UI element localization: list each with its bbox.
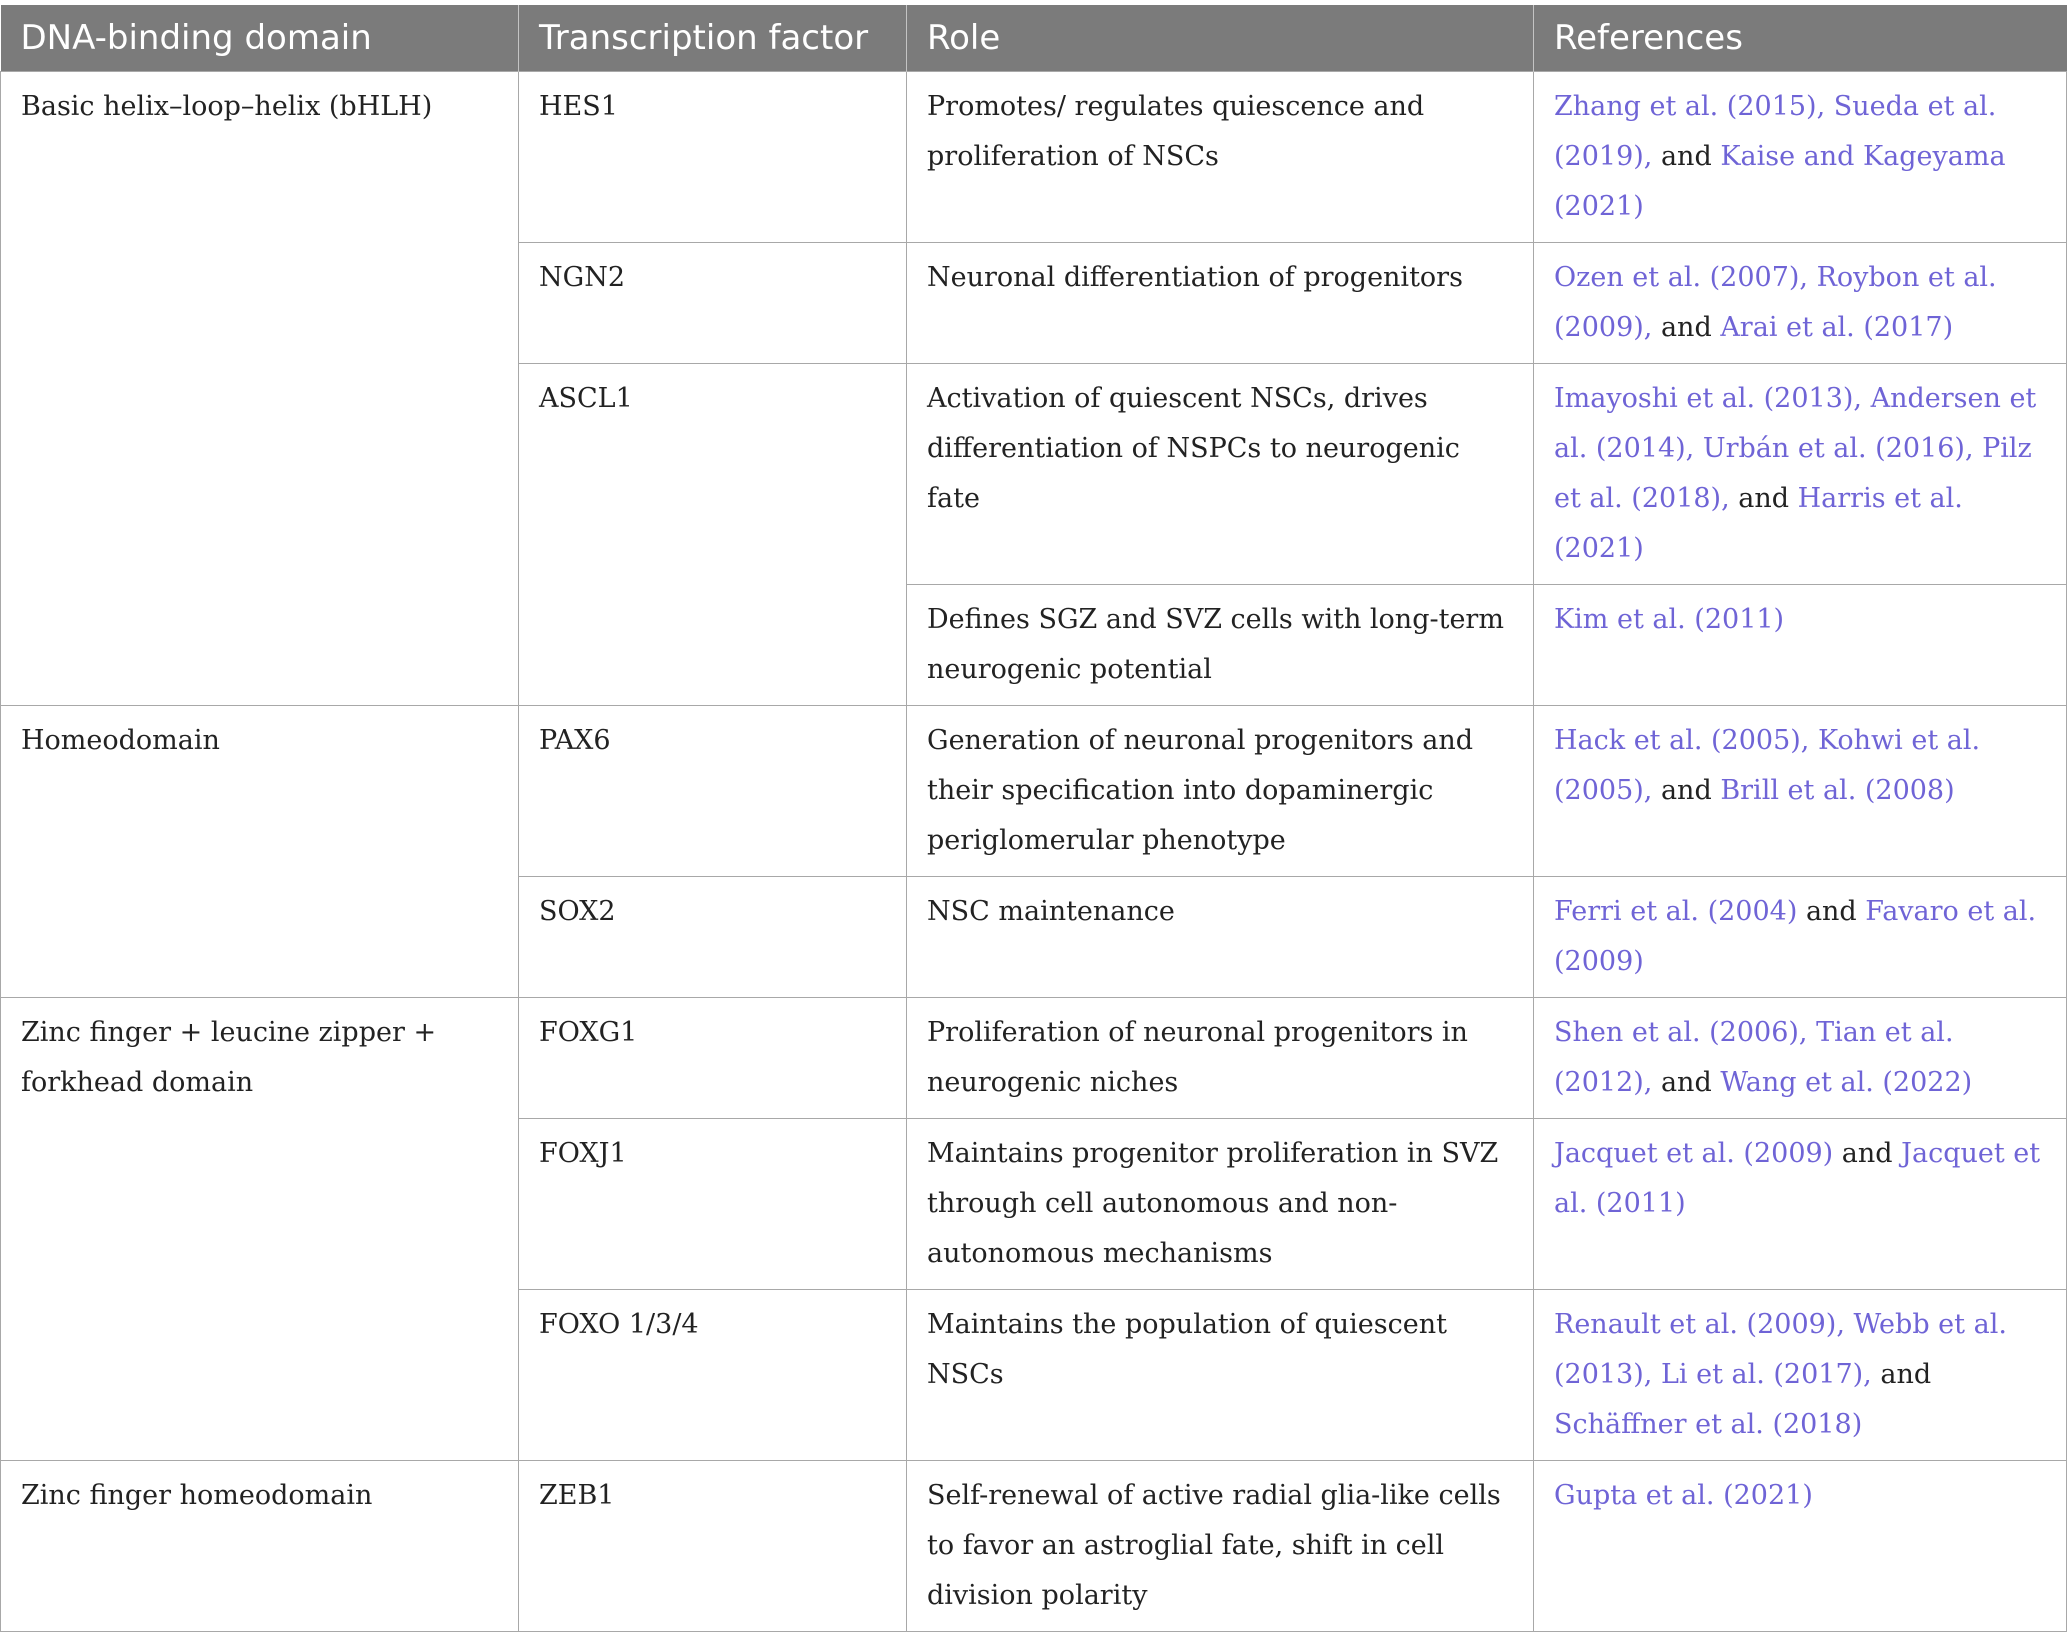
reference-link[interactable]: Jacquet et al. (2009) — [1554, 1138, 1834, 1169]
reference-link[interactable]: Hack et al. (2005), Kohwi et al. (2005), — [1554, 725, 1981, 806]
role-cell: NSC maintenance — [907, 877, 1534, 998]
transcription-factor-cell: HES1 — [519, 72, 907, 243]
dna-binding-domain-cell: Zinc finger + leucine zipper + forkhead domain — [1, 998, 519, 1461]
reference-link[interactable]: Harris et al. (2021) — [1554, 483, 1963, 564]
table-row — [1, 1461, 2067, 1632]
reference-link[interactable]: Schäffner et al. (2018) — [1554, 1409, 1863, 1440]
reference-separator: and — [1729, 483, 1798, 514]
dna-binding-domain-cell: Zinc finger homeodomain — [1, 1461, 519, 1632]
reference-separator: and — [1797, 896, 1866, 927]
reference-link[interactable]: Zhang et al. (2015), Sueda et al. (2019), — [1554, 91, 1997, 172]
role-cell: Generation of neuronal progenitors and their specification into dopaminergic periglomerular phenotype — [907, 706, 1534, 877]
table-header-row — [1, 5, 2067, 72]
references-cell — [1534, 706, 2067, 877]
transcription-factor-cell: ASCL1 — [519, 364, 907, 706]
references-cell — [1534, 1290, 2067, 1461]
reference-separator: and — [1652, 141, 1721, 172]
reference-link[interactable]: Ferri et al. (2004) — [1554, 896, 1798, 927]
transcription-factor-cell: SOX2 — [519, 877, 907, 998]
reference-link[interactable]: Arai et al. (2017) — [1720, 312, 1954, 343]
reference-separator: and — [1652, 775, 1721, 806]
role-cell: Defines SGZ and SVZ cells with long-term neurogenic potential — [907, 585, 1534, 706]
references-cell — [1534, 1119, 2067, 1290]
references-cell — [1534, 72, 2067, 243]
role-cell: Proliferation of neuronal progenitors in neurogenic niches — [907, 998, 1534, 1119]
role-cell: Promotes/ regulates quiescence and proliferation of NSCs — [907, 72, 1534, 243]
role-cell: Activation of quiescent NSCs, drives differentiation of NSPCs to neurogenic fate — [907, 364, 1534, 585]
header-references: References — [1534, 5, 2067, 72]
references-cell — [1534, 998, 2067, 1119]
reference-link[interactable]: Imayoshi et al. (2013), Andersen et al. (2014), Urbán et al. (2016), Pilz et al. (2018), — [1554, 383, 2037, 514]
reference-link[interactable]: Kim et al. (2011) — [1554, 604, 1785, 635]
role-cell: Self-renewal of active radial glia-like cells to favor an astroglial fate, shift in cell division polarity — [907, 1461, 1534, 1632]
table-row — [1, 998, 2067, 1119]
header-transcription-factor: Transcription factor — [519, 5, 907, 72]
reference-link[interactable]: Brill et al. (2008) — [1720, 775, 1955, 806]
references-cell — [1534, 1461, 2067, 1632]
reference-link[interactable]: Jacquet et al. (2011) — [1554, 1138, 2041, 1219]
references-cell — [1534, 364, 2067, 585]
dna-binding-domain-cell: Homeodomain — [1, 706, 519, 998]
references-cell — [1534, 243, 2067, 364]
reference-separator: and — [1652, 312, 1721, 343]
reference-link[interactable]: Ozen et al. (2007), Roybon et al. (2009), — [1554, 262, 1997, 343]
reference-link[interactable]: Gupta et al. (2021) — [1554, 1480, 1813, 1511]
table-body — [1, 72, 2067, 1632]
dna-binding-domain-cell: Basic helix–loop–helix (bHLH) — [1, 72, 519, 706]
reference-separator: and — [1833, 1138, 1902, 1169]
reference-separator: and — [1652, 1067, 1721, 1098]
reference-link[interactable]: Shen et al. (2006), Tian et al. (2012), — [1554, 1017, 1954, 1098]
role-cell: Neuronal differentiation of progenitors — [907, 243, 1534, 364]
transcription-factor-cell: FOXG1 — [519, 998, 907, 1119]
role-cell: Maintains the population of quiescent NSCs — [907, 1290, 1534, 1461]
reference-link[interactable]: Renault et al. (2009), Webb et al. (2013), Li et al. (2017), — [1554, 1309, 2007, 1390]
table-row — [1, 706, 2067, 877]
transcription-factor-cell: ZEB1 — [519, 1461, 907, 1632]
reference-link[interactable]: Wang et al. (2022) — [1720, 1067, 1973, 1098]
transcription-factor-table — [0, 5, 2067, 1632]
header-dna-binding-domain: DNA-binding domain — [1, 5, 519, 72]
reference-separator: and — [1871, 1359, 1932, 1390]
table-row — [1, 72, 2067, 243]
transcription-factor-cell: FOXJ1 — [519, 1119, 907, 1290]
transcription-factor-cell: NGN2 — [519, 243, 907, 364]
transcription-factor-cell: PAX6 — [519, 706, 907, 877]
transcription-factor-cell: FOXO 1/3/4 — [519, 1290, 907, 1461]
reference-link[interactable]: Favaro et al. (2009) — [1554, 896, 2037, 977]
references-cell — [1534, 585, 2067, 706]
reference-link[interactable]: Kaise and Kageyama (2021) — [1554, 141, 2006, 222]
references-cell — [1534, 877, 2067, 998]
role-cell: Maintains progenitor proliferation in SVZ through cell autonomous and non-autonomous mechanisms — [907, 1119, 1534, 1290]
header-role: Role — [907, 5, 1534, 72]
